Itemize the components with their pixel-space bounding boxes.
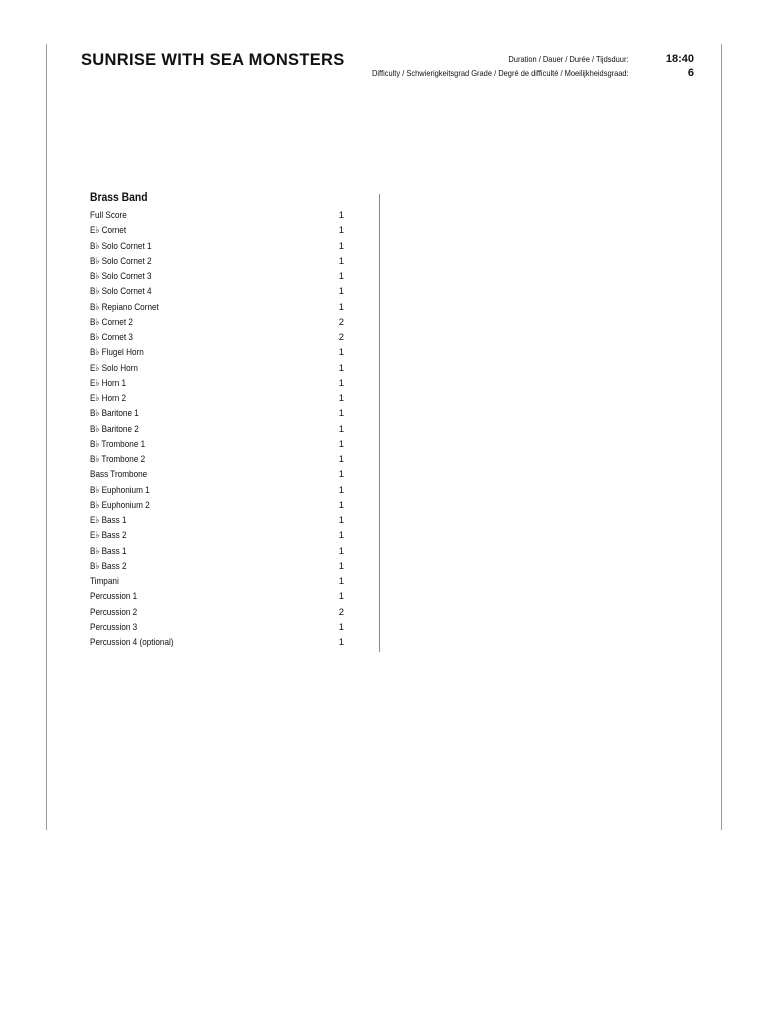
part-name: B♭ Cornet 2 xyxy=(90,316,133,328)
list-item xyxy=(90,330,350,345)
list-item xyxy=(90,284,350,299)
part-name: B♭ Solo Cornet 2 xyxy=(90,255,152,267)
difficulty-label: Difficulty / Schwierigkeitsgrad Grade / Degré de difficulté / Moeilijkheidsgraad: xyxy=(372,68,629,78)
part-name: E♭ Bass 2 xyxy=(90,530,127,542)
list-item xyxy=(90,315,350,330)
part-count: 1 xyxy=(338,225,344,237)
list-item xyxy=(90,239,350,254)
part-name: B♭ Bass 2 xyxy=(90,560,127,572)
part-count: 1 xyxy=(338,591,344,603)
part-name: Percussion 1 xyxy=(90,591,138,603)
parts-list xyxy=(90,208,350,650)
list-item xyxy=(90,452,350,467)
part-count: 1 xyxy=(338,240,344,252)
list-item xyxy=(90,467,350,482)
list-item xyxy=(90,574,350,589)
part-count: 1 xyxy=(338,454,344,465)
list-item xyxy=(90,528,350,543)
page-border-left xyxy=(46,44,47,830)
part-count: 1 xyxy=(338,621,344,633)
list-item xyxy=(90,559,350,574)
part-count: 1 xyxy=(338,560,344,572)
part-count: 1 xyxy=(338,484,344,496)
part-count: 1 xyxy=(338,210,344,221)
list-item xyxy=(90,345,350,360)
parts-divider xyxy=(379,194,380,652)
list-item xyxy=(90,635,350,650)
difficulty-value: 6 xyxy=(687,67,694,79)
part-count: 1 xyxy=(338,515,344,526)
part-count: 1 xyxy=(338,637,344,648)
list-item xyxy=(90,605,350,620)
part-name: B♭ Flugel Horn xyxy=(90,347,144,359)
part-count: 1 xyxy=(338,362,344,374)
part-count: 1 xyxy=(338,408,344,420)
part-name: B♭ Solo Cornet 4 xyxy=(90,286,152,298)
part-name: B♭ Trombone 2 xyxy=(90,454,146,465)
part-name: E♭ Horn 2 xyxy=(90,393,127,404)
part-name: B♭ Bass 1 xyxy=(90,545,127,557)
duration-label: Duration / Dauer / Durée / Tijdsduur: xyxy=(508,54,629,64)
list-item xyxy=(90,208,350,223)
list-item xyxy=(90,254,350,269)
list-item xyxy=(90,269,350,284)
list-item xyxy=(90,422,350,437)
parts-section xyxy=(90,191,350,650)
part-count: 1 xyxy=(338,469,344,481)
list-item xyxy=(90,406,350,421)
list-item xyxy=(90,620,350,635)
list-item xyxy=(90,223,350,238)
part-count: 1 xyxy=(338,271,344,282)
list-item xyxy=(90,483,350,498)
list-item xyxy=(90,437,350,452)
list-item xyxy=(90,498,350,513)
list-item xyxy=(90,391,350,406)
part-name: Bass Trombone xyxy=(90,469,148,481)
part-name: B♭ Baritone 2 xyxy=(90,423,139,435)
part-name: E♭ Horn 1 xyxy=(90,377,127,389)
duration-value: 18:40 xyxy=(665,53,694,65)
part-count: 1 xyxy=(338,286,344,298)
list-item xyxy=(90,513,350,528)
part-name: E♭ Bass 1 xyxy=(90,515,127,526)
page-border-right xyxy=(721,44,722,830)
part-count: 1 xyxy=(338,255,344,267)
part-count: 1 xyxy=(338,545,344,557)
list-item xyxy=(90,300,350,315)
list-item xyxy=(90,544,350,559)
part-name: Percussion 4 (optional) xyxy=(90,637,174,648)
part-name: B♭ Solo Cornet 1 xyxy=(90,240,152,252)
part-count: 1 xyxy=(338,530,344,542)
part-name: B♭ Euphonium 2 xyxy=(90,499,150,511)
list-item xyxy=(90,361,350,376)
part-name: Full Score xyxy=(90,210,127,221)
part-count: 2 xyxy=(338,332,344,343)
part-count: 2 xyxy=(338,606,344,618)
list-item xyxy=(90,376,350,391)
part-name: B♭ Repiano Cornet xyxy=(90,301,159,313)
section-heading: Brass Band xyxy=(90,192,148,204)
part-count: 1 xyxy=(338,499,344,511)
part-name: B♭ Baritone 1 xyxy=(90,408,139,420)
part-count: 1 xyxy=(338,576,344,587)
part-count: 1 xyxy=(338,301,344,313)
page-title: SUNRISE WITH SEA MONSTERS xyxy=(81,51,345,69)
part-count: 1 xyxy=(338,377,344,389)
list-item xyxy=(90,589,350,604)
part-name: B♭ Euphonium 1 xyxy=(90,484,150,496)
part-name: E♭ Solo Horn xyxy=(90,362,138,374)
part-count: 1 xyxy=(338,438,344,450)
part-count: 1 xyxy=(338,393,344,404)
part-name: B♭ Trombone 1 xyxy=(90,438,146,450)
part-name: Percussion 2 xyxy=(90,606,138,618)
part-name: E♭ Cornet xyxy=(90,225,127,237)
part-count: 1 xyxy=(338,347,344,359)
part-count: 2 xyxy=(338,316,344,328)
part-name: B♭ Solo Cornet 3 xyxy=(90,271,152,282)
part-name: Percussion 3 xyxy=(90,621,138,633)
part-name: Timpani xyxy=(90,576,119,587)
part-name: B♭ Cornet 3 xyxy=(90,332,133,343)
part-count: 1 xyxy=(338,423,344,435)
